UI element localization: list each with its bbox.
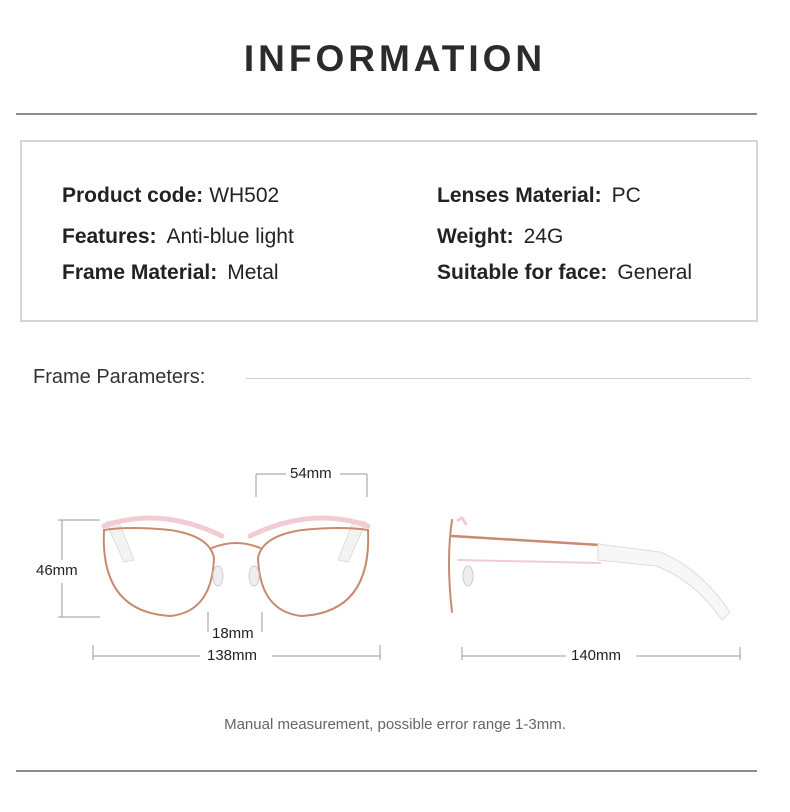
lens-width-label: 54mm	[290, 465, 332, 482]
left-nose-pad	[213, 566, 223, 586]
frame-width-label: 138mm	[207, 647, 258, 664]
features-value: Anti-blue light	[166, 225, 294, 248]
product-code-value: WH502	[209, 184, 280, 207]
side-view	[449, 518, 730, 620]
frame-material-label: Frame Material:	[62, 261, 218, 284]
side-temple-metal	[452, 536, 600, 545]
bottom-divider	[16, 770, 757, 772]
front-view	[104, 518, 368, 616]
suitable-for-face-value: General	[617, 261, 693, 284]
lens-height-label: 46mm	[36, 562, 78, 579]
weight-label: Weight:	[437, 225, 514, 248]
product-code-label: Product code:	[62, 184, 204, 207]
weight-value: 24G	[523, 225, 564, 248]
frame-material-value: Metal	[227, 261, 279, 284]
dimension-lines	[58, 474, 740, 660]
side-front-rim	[449, 520, 452, 612]
suitable-for-face-label: Suitable for face:	[437, 261, 608, 284]
bridge	[212, 543, 260, 548]
side-temple-tip	[598, 544, 730, 620]
page-title: INFORMATION	[243, 38, 547, 79]
features-label: Features:	[62, 225, 157, 248]
measurement-note: Manual measurement, possible error range 1-3mm.	[224, 716, 566, 733]
right-nose-pad	[249, 566, 259, 586]
side-nose-pad	[463, 566, 473, 586]
lenses-material-value: PC	[611, 184, 641, 207]
side-brow-accent	[458, 518, 466, 524]
bridge-width-label: 18mm	[212, 625, 254, 642]
lenses-material-label: Lenses Material:	[437, 184, 602, 207]
side-temple-accent	[458, 560, 600, 563]
temple-length-label: 140mm	[571, 647, 622, 664]
frame-parameters-heading: Frame Parameters:	[33, 366, 206, 388]
